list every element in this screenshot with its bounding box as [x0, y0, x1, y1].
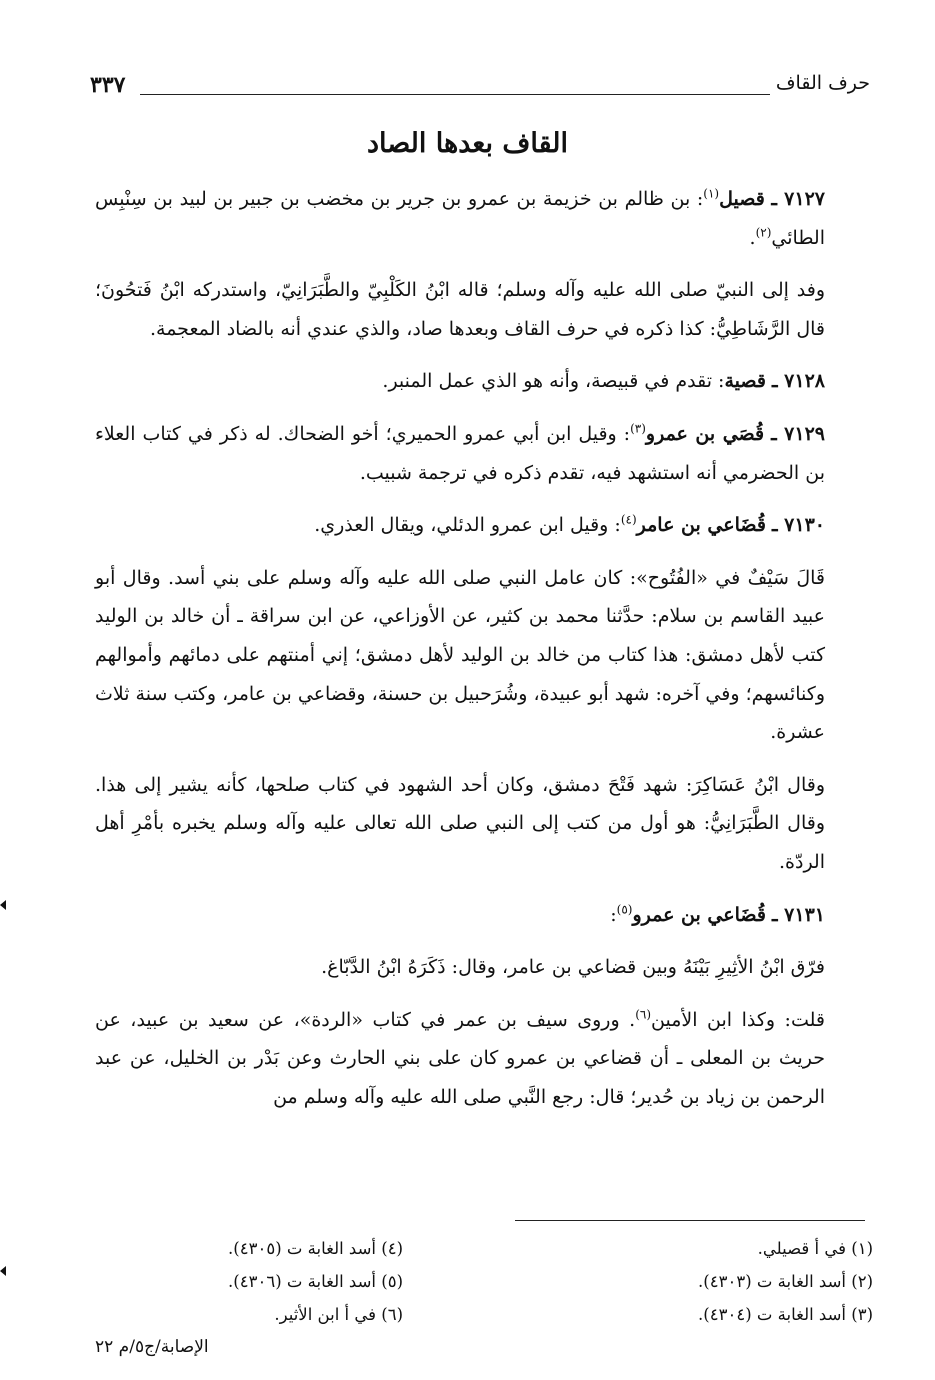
entry-text: : تقدم في قبيصة، وأنه هو الذي عمل المنبر.: [382, 370, 725, 393]
entry-7130: [95, 506, 873, 545]
entry-number: ٧١٢٨ ـ: [771, 370, 825, 393]
footnote-rule: [515, 1220, 865, 1221]
footnote: (٣) أسد الغابة ت (٤٣٠٤).: [698, 1305, 873, 1324]
section-title: القاف بعدها الصاد: [367, 128, 568, 159]
header-rule: [140, 94, 770, 95]
footnote: (٥) أسد الغابة ت (٤٣٠٦).: [228, 1272, 403, 1291]
entry-text: :: [610, 903, 617, 926]
paragraph: قَالَ سَيْفٌ في «الفُتُوح»: كان عامل النبي صلى الله عليه وآله وسلم على بني أسد. وقال أبو عبيد القاسم بن سلام: حدَّثنا محمد بن كثير، عن الأوزاعي، عن ابن سراقة ـ أن خالد بن الوليد كتب لأهل دمشق: هذا كتاب من خالد بن الوليد لأهل دمشق؛ إني أمنتهم على دمائهم وأموالهم وكنائسهم؛ وفي آخره: شهد أبو عبيدة، وشُرَحبيل بن حسنة، وقضاعي بن عامر، وكتب سنة ثلاث عشرة.: [95, 566, 825, 744]
entry-7129: [95, 415, 873, 492]
footnote-ref: (١): [703, 186, 720, 201]
entry-7128: [95, 362, 873, 401]
paragraph: [95, 1001, 873, 1117]
entry-text-tail: .: [749, 226, 756, 249]
margin-mark-icon: [0, 1266, 6, 1276]
footnote-ref: (٢): [755, 225, 772, 240]
footnote: (٢) أسد الغابة ت (٤٣٠٣).: [698, 1272, 873, 1291]
paragraph: فرّق ابْنُ الأثِيرِ بَيْنَهُ وبين قضاعي بن عامر، وقال: ذَكَرَهُ ابْنُ الدَّبّاغ.: [321, 956, 825, 979]
entry-text: : بن ظالم بن خزيمة بن عمرو بن جرير بن مخضب بن جبير بن لبيد بن سِنْبِس الطائي: [95, 188, 825, 249]
footnote-ref: (٥): [616, 902, 633, 917]
footnote-ref: (٤): [620, 512, 637, 527]
paragraph: وقال ابْنُ عَسَاكِرَ: شهد فَتْحَ دمشق، وكان أحد الشهود في كتاب صلحها، كأنه يشير إلى هذا. وقال الطَّبَرَانِيُّ: هو أول من كتب إلى النبي صلى الله تعالى عليه وآله وسلم يخبره بأمْرِ أهل الردّة.: [95, 773, 825, 873]
entry-number: ٧١٣٠ ـ: [771, 514, 825, 537]
running-title: حرف القاف: [775, 72, 870, 94]
entry-7131: [95, 896, 873, 935]
entry-name: قُضَاعي بن عامر: [636, 514, 766, 537]
entry-name: قُصَي بن عمرو: [645, 422, 765, 445]
footnote: (١) في أ قصيلي.: [757, 1239, 873, 1258]
entry-text: : وقيل ابن أبي عمرو الحميري؛ أخو الضحاك. له ذكر في كتاب العلاء بن الحضرمي أنه استشهد فيه، تقدم ذكره في ترجمة شبيب.: [95, 422, 825, 484]
entry-7127: [95, 180, 873, 257]
entry-text: : وقيل ابن عمرو الدئلي، ويقال العذري.: [314, 514, 621, 537]
entry-name: قُضَاعي بن عمرو: [632, 903, 766, 926]
entry-number: ٧١٢٩ ـ: [771, 422, 825, 445]
paragraph: وفد إلى النبيّ صلى الله عليه وآله وسلم؛ قاله ابْنُ الكَلْبِيّ والطَّبَرَانِيّ، واستدركه ابْنُ فَتحُونَ؛ قال الرَّشَاطِيُّ: كذا ذكره في حرف القاف وبعدها صاد، والذي عندي أنه بالضاد المعجمة.: [95, 279, 825, 340]
entry-number: ٧١٣١ ـ: [771, 903, 825, 926]
footnote-column-right: [513, 1232, 873, 1331]
footnote: (٤) أسد الغابة ت (٤٣٠٥).: [228, 1239, 403, 1258]
footnote-column-left: [43, 1232, 403, 1331]
entry-name: قصية: [724, 370, 766, 393]
page-header: [90, 70, 870, 106]
page-number: ٣٣٧: [90, 72, 126, 98]
printer-signature: الإصابة/ج٥/م ٢٢: [95, 1337, 209, 1357]
margin-mark-icon: [0, 900, 6, 910]
paragraph-text: قلت: وكذا ابن الأمين: [651, 1008, 825, 1031]
footnote-ref: (٦): [635, 1007, 652, 1022]
entry-name: قصيل: [719, 188, 765, 210]
body-text: [95, 180, 873, 1124]
footnote: (٦) في أ ابن الأثير.: [274, 1305, 403, 1324]
footnote-ref: (٣): [630, 421, 646, 436]
entry-number: ٧١٢٧ ـ: [771, 188, 825, 210]
paragraph-text: . وروى سيف بن عمر في كتاب «الردة»، عن سعيد بن عبيد، عن حريث بن المعلى ـ أن قضاعي بن عمرو كان على بني الحارث وعن بَدْر بن الخليل، عن عبد الرحمن بن زياد بن حُدير؛ قال: رجع النَّبي صلى الله عليه وآله وسلم من: [95, 1008, 825, 1108]
